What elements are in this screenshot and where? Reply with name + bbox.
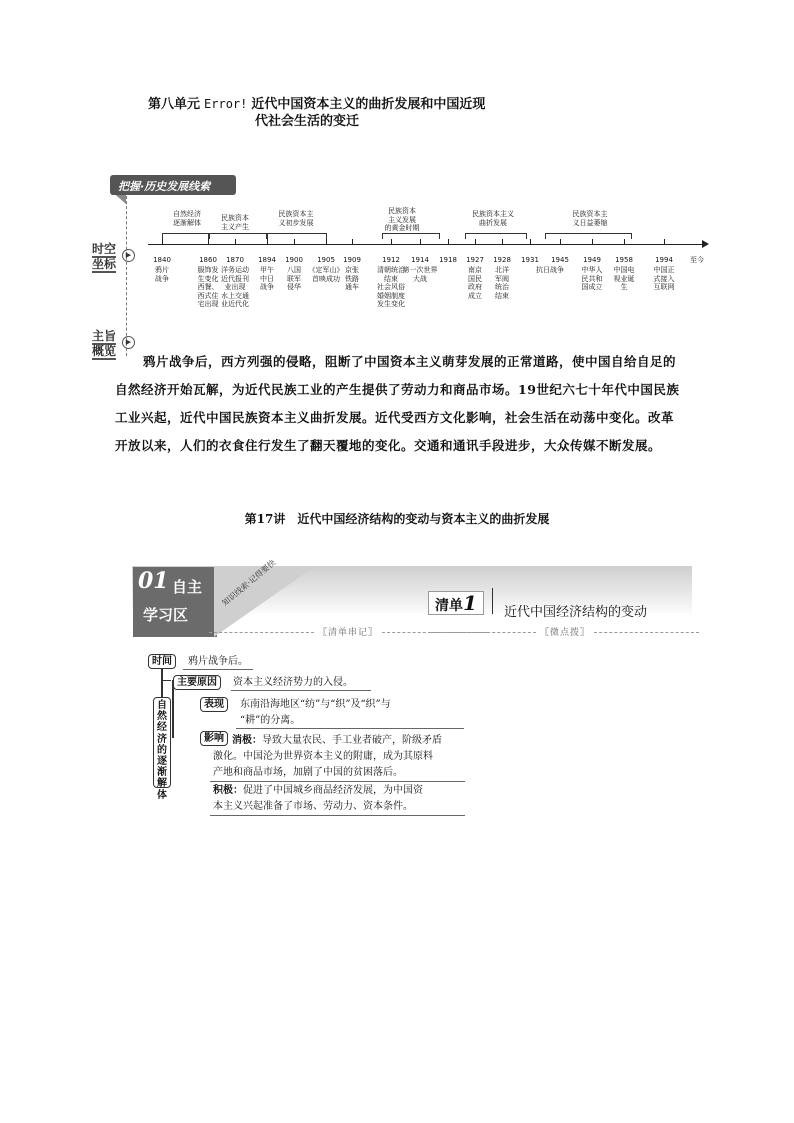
arrow-right-icon bbox=[702, 240, 709, 248]
connector bbox=[161, 680, 171, 681]
play-icon: ▶ bbox=[122, 249, 135, 262]
timeline-tick bbox=[530, 239, 531, 245]
timeline-year: 1949 bbox=[583, 256, 601, 264]
zone-title-1: 自主 bbox=[172, 578, 203, 596]
timeline-period: 民族资本 主义产生 bbox=[221, 214, 249, 231]
tag-right-text: 〖微点拨〗 bbox=[540, 628, 591, 638]
timeline-year: 1840 bbox=[153, 256, 171, 264]
timeline-event: 南京 国民 政府 成立 bbox=[468, 266, 482, 300]
timeline-year: 1894 bbox=[258, 256, 276, 264]
timeline-tick bbox=[448, 239, 449, 245]
timeline-year: 1918 bbox=[439, 256, 457, 264]
timeline-year: 1912 bbox=[382, 256, 400, 264]
timeline-tick bbox=[420, 239, 421, 245]
underline bbox=[231, 690, 371, 691]
timeline-event: 抗日战争 bbox=[536, 266, 564, 274]
impact-negative-1 bbox=[232, 733, 442, 748]
branch-text-time: 鸦片战争后。 bbox=[188, 656, 248, 667]
timeline-tick bbox=[560, 239, 561, 245]
timeline-year: 1945 bbox=[551, 256, 569, 264]
side-label-timeline-2: 坐标 bbox=[92, 257, 117, 271]
timeline-tick bbox=[294, 239, 295, 245]
unit-title-line2: 代社会生活的变迁 bbox=[255, 114, 360, 129]
timeline-year: 1870 bbox=[226, 256, 244, 264]
branch-label-time: 时间 bbox=[148, 654, 176, 669]
unit-title-line1 bbox=[148, 96, 528, 113]
unit-title-text-1: 近代中国资本主义的曲折发展和中国近现 bbox=[251, 97, 486, 112]
period-bracket bbox=[267, 233, 327, 239]
timeline-year: 1958 bbox=[615, 256, 633, 264]
timeline-period: 民族资本主 义初步发展 bbox=[278, 210, 314, 227]
timeline-event: 中国电 视业诞 生 bbox=[613, 266, 635, 291]
impact-positive-1 bbox=[213, 783, 423, 798]
timeline-event: 中华人 民共和 国成立 bbox=[581, 266, 603, 291]
side-label-summary-1: 主旨 bbox=[92, 329, 117, 343]
timeline-event: 北洋 军阀 统治 结束 bbox=[495, 266, 509, 300]
zone-slogan: 知识线索·记得要快 bbox=[220, 557, 278, 608]
list-title: 近代中国经济结构的变动 bbox=[504, 605, 648, 620]
timeline-end-label: 至今 bbox=[690, 256, 704, 264]
impact-negative-text-1: 导致大量农民、手工业者破产，阶级矛盾 bbox=[262, 735, 442, 746]
timeline-tick bbox=[475, 239, 476, 245]
branch-label-impact: 影响 bbox=[200, 731, 228, 746]
timeline-year: 1909 bbox=[343, 256, 361, 264]
timeline-tick bbox=[664, 239, 665, 245]
timeline-event: 第一次世界 大战 bbox=[402, 266, 438, 283]
timeline-period: 民族资本 主义发展 的黄金时期 bbox=[384, 207, 420, 232]
timeline-event: 甲午 中日 战争 bbox=[260, 266, 274, 291]
timeline-event: 八国 联军 侵华 bbox=[287, 266, 301, 291]
timeline-event: 《定军山》 首映成功 bbox=[308, 266, 344, 283]
side-label-summary-2: 概览 bbox=[92, 344, 117, 358]
timeline-year: 1860 bbox=[199, 256, 217, 264]
timeline-event: 洋务运动 近代报刊 业出现 水上交通 业近代化 bbox=[221, 266, 249, 308]
clue-banner bbox=[110, 175, 236, 195]
tagline-right bbox=[427, 625, 703, 638]
zone-number: 01 bbox=[138, 568, 169, 594]
impact-positive-text-1: 促进了中国城乡商品经济发展，为中国资 bbox=[243, 785, 423, 796]
timeline-event: 服饰发 生变化 西餐、 西式住 宅出现 bbox=[197, 266, 219, 308]
timeline-event: 鸦片 战争 bbox=[155, 266, 169, 283]
branch-text-manifestation-1: 东南沿海地区“纺”与“织”及“织”与 bbox=[240, 699, 391, 710]
timeline-tick bbox=[267, 239, 268, 245]
impact-negative-2: 激化。中国沦为世界资本主义的附庸，成为其原料 bbox=[213, 751, 433, 762]
list-prefix: 清单 bbox=[435, 598, 463, 614]
timeline-tick bbox=[592, 239, 593, 245]
period-bracket bbox=[545, 233, 632, 239]
branch-label-cause: 主要原因 bbox=[173, 675, 221, 690]
error-text: Error! bbox=[204, 97, 248, 111]
timeline-year: 1905 bbox=[317, 256, 335, 264]
summary-paragraph bbox=[115, 348, 685, 460]
timeline-event: 京张 铁路 通车 bbox=[345, 266, 359, 291]
timeline-period: 自然经济 逐渐解体 bbox=[173, 210, 201, 227]
timeline-year: 1931 bbox=[521, 256, 539, 264]
list-badge bbox=[428, 591, 484, 615]
timeline-tick bbox=[502, 239, 503, 245]
tag-left-text: 〖清单串记〗 bbox=[318, 628, 379, 638]
timeline-tick bbox=[352, 239, 353, 245]
timeline-tick bbox=[162, 239, 163, 245]
dotted-guide bbox=[126, 196, 127, 356]
timeline-tick bbox=[235, 239, 236, 245]
timeline-year: 1928 bbox=[493, 256, 511, 264]
underline bbox=[183, 669, 253, 670]
impact-negative-label: 消极： bbox=[232, 735, 262, 746]
underline bbox=[236, 728, 464, 729]
timeline-year: 1900 bbox=[285, 256, 303, 264]
lecture-title: 第17讲 近代中国经济结构的变动与资本主义的曲折发展 bbox=[244, 512, 550, 526]
impact-positive-2: 本主义兴起准备了市场、劳动力、资本条件。 bbox=[213, 801, 413, 812]
period-bracket bbox=[162, 233, 210, 239]
timeline-event: 中国正 式接入 互联网 bbox=[653, 266, 675, 291]
unit-title bbox=[148, 96, 528, 130]
side-label-timeline bbox=[92, 243, 116, 273]
timeline-tick bbox=[391, 239, 392, 245]
timeline-axis bbox=[148, 244, 704, 245]
list-number: 1 bbox=[463, 591, 477, 615]
branch-label-manifestation: 表现 bbox=[200, 697, 228, 712]
impact-negative-3: 产地和商品市场，加剧了中国的贫困落后。 bbox=[213, 767, 403, 778]
summary-text: 鸦片战争后，西方列强的侵略，阻断了中国资本主义萌芽发展的正常道路，使中国自给自足的自然经济开始瓦解，为近代民族工业的产生提供了劳动力和商品市场。19世纪六七十年代中国民族工业兴起，近代中国民族资本主义曲折发展。近代受西方文化影响，社会生活在动荡中变化。改革开放以来，人们的衣食住行发生了翻天覆地的变化。交通和通讯手段进步，大众传媒不断发展。 bbox=[115, 354, 680, 453]
list-separator bbox=[492, 588, 493, 614]
timeline-year: 1927 bbox=[466, 256, 484, 264]
timeline-tick bbox=[208, 239, 209, 245]
underline bbox=[210, 815, 465, 816]
timeline-period: 民族资本主 义日益萎缩 bbox=[572, 210, 608, 227]
timeline-period: 民族资本主义 曲折发展 bbox=[472, 210, 514, 227]
underline bbox=[210, 781, 465, 782]
timeline-year: 1914 bbox=[411, 256, 429, 264]
unit-label: 第八单元 bbox=[148, 97, 201, 112]
banner-title: 把握·历史发展线索 bbox=[118, 180, 211, 193]
side-label-summary bbox=[92, 330, 116, 360]
timeline-tick bbox=[624, 239, 625, 245]
branch-text-cause: 资本主义经济势力的入侵。 bbox=[233, 677, 353, 688]
impact-positive-label: 积极： bbox=[213, 785, 243, 796]
timeline-year: 1994 bbox=[655, 256, 673, 264]
play-icon: ▶ bbox=[122, 336, 135, 349]
branch-text-manifestation-2: “耕”的分离。 bbox=[240, 715, 301, 726]
mindmap-root: 自然经济的逐渐解体 bbox=[153, 697, 171, 788]
zone-title-2: 学习区 bbox=[143, 606, 189, 624]
timeline-tick bbox=[326, 239, 327, 245]
side-label-timeline-1: 时空 bbox=[92, 242, 117, 256]
timeline-event: 清朝统治 结束 社会风俗 婚姻制度 发生变化 bbox=[377, 266, 405, 308]
period-bracket bbox=[208, 233, 267, 239]
